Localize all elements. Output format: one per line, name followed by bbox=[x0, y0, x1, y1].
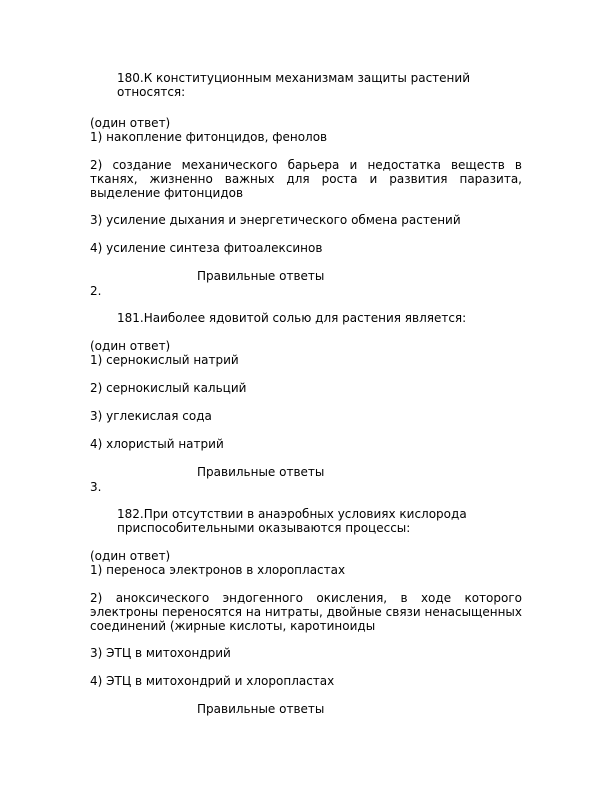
question-182-option-2: 2) аноксического эндогенного окисления, в ходе которого электроны переносятся на нитраты, двойные связи ненасыщенных соединений (жирные кислоты, каротиноиды bbox=[90, 591, 522, 633]
question-181-mode: (один ответ) bbox=[90, 339, 171, 353]
question-182-option-4: 4) ЭТЦ в митохондрий и хлоропластах bbox=[90, 674, 335, 688]
question-180-text: 180.К конституционным механизмам защиты растений относятся: bbox=[117, 71, 470, 99]
question-180-mode: (один ответ) bbox=[90, 116, 171, 130]
question-181-text: 181.Наиболее ядовитой солью для растения является: bbox=[117, 311, 467, 325]
question-182-option-3: 3) ЭТЦ в митохондрий bbox=[90, 646, 231, 660]
question-182-answers-label: Правильные ответы bbox=[197, 702, 325, 716]
question-180-option-2: 2) создание механического барьера и недостатка веществ в тканях, жизненно важных для роста и развития паразита, выделение фитонцидов bbox=[90, 158, 522, 200]
question-182-text: 182.При отсутствии в анаэробных условиях кислорода приспособительными оказываются процессы: bbox=[117, 507, 467, 535]
question-180-option-4: 4) усиление синтеза фитоалексинов bbox=[90, 241, 323, 255]
question-182-mode: (один ответ) bbox=[90, 549, 171, 563]
question-180-answer-value: 2. bbox=[90, 284, 102, 298]
question-182-option-1: 1) переноса электронов в хлоропластах bbox=[90, 563, 346, 577]
question-181-option-4: 4) хлористый натрий bbox=[90, 437, 224, 451]
question-180-option-3: 3) усиление дыхания и энергетического обмена растений bbox=[90, 213, 461, 227]
question-181-option-2: 2) сернокислый кальций bbox=[90, 381, 247, 395]
question-181-option-1: 1) сернокислый натрий bbox=[90, 353, 239, 367]
question-180-answers-label: Правильные ответы bbox=[197, 269, 325, 283]
question-181-answer-value: 3. bbox=[90, 480, 102, 494]
question-181-answers-label: Правильные ответы bbox=[197, 465, 325, 479]
question-181-option-3: 3) углекислая сода bbox=[90, 409, 212, 423]
question-180-option-1: 1) накопление фитонцидов, фенолов bbox=[90, 130, 328, 144]
